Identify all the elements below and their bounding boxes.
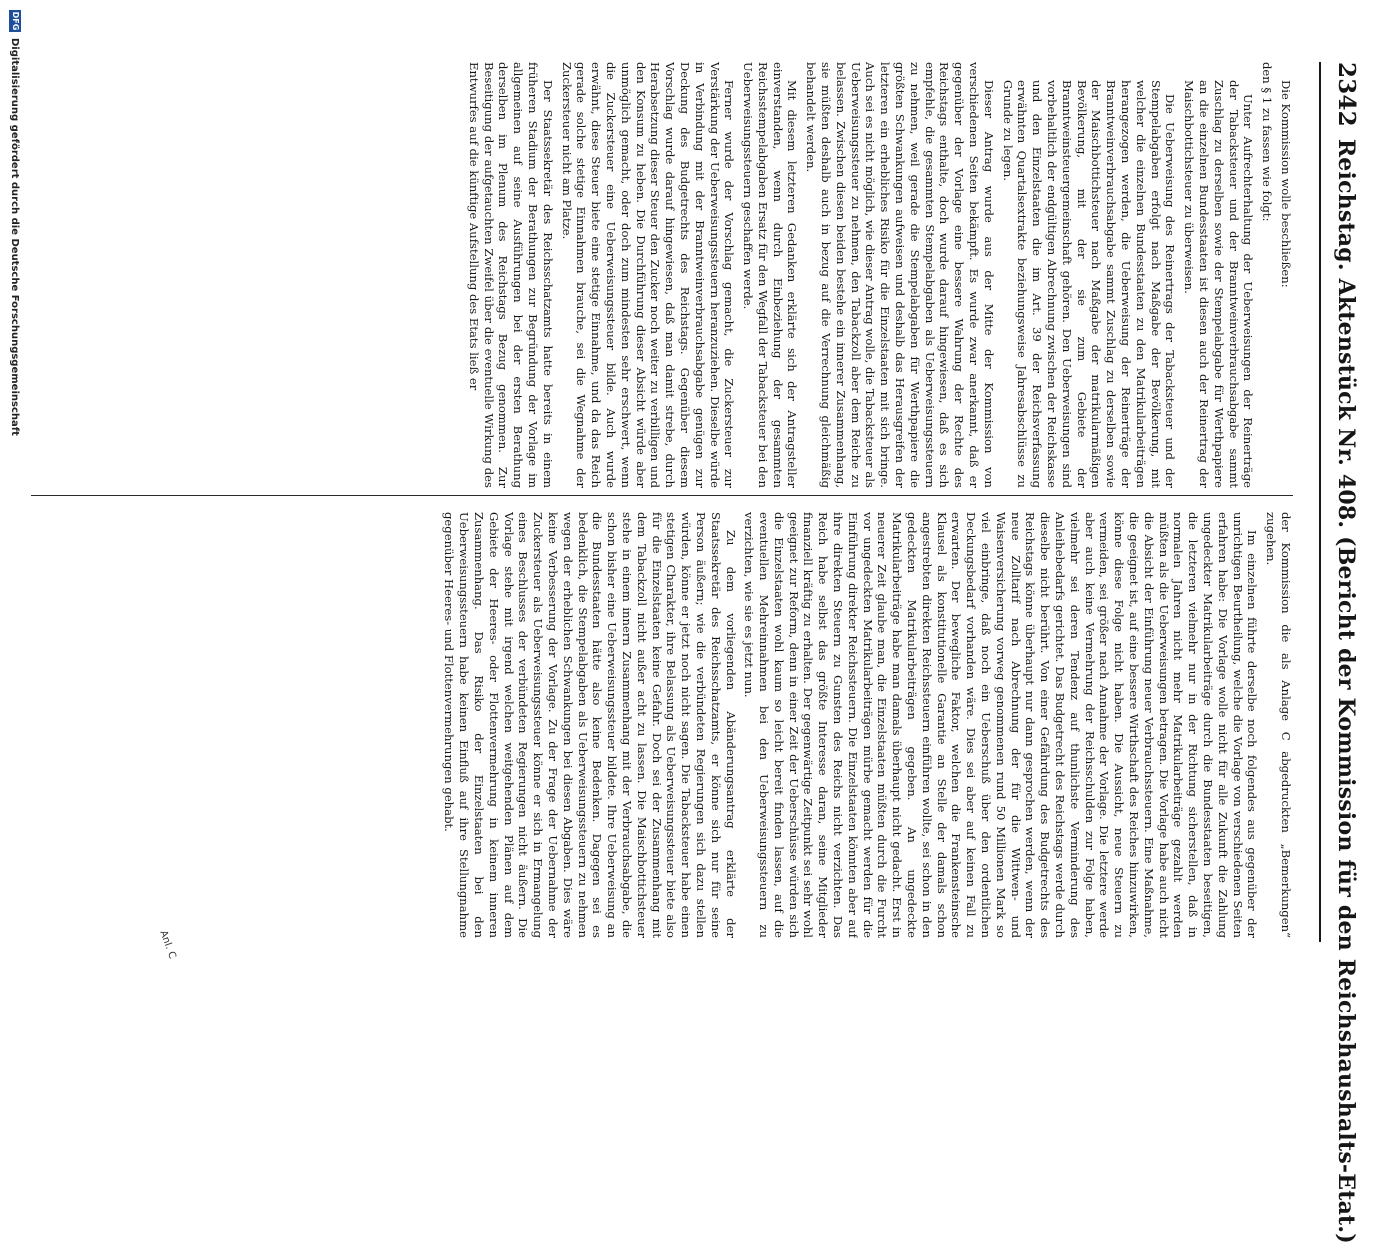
- column-divider: [31, 495, 1293, 496]
- paragraph: Unter Aufrechterhaltung der Ueberweisungen der Reinerträge der Tabacksteuer und der Branntweinverbrauchsabgabe sammt Zuschlag zu derselben sowie der Stempelabgabe für Werthpapiere an die einzelnen Bundesstaaten ist diesen auch der Reinertrag der Maischbottichsteuer zu überweisen.: [1182, 80, 1256, 488]
- dfg-logo-icon: DFG: [11, 11, 20, 31]
- page-number: 2342: [1333, 62, 1360, 127]
- text-column-left: [31, 62, 1293, 488]
- paragraph: der Kommission die als Anlage C abgedruckten „Bemerkungen“ zugehen.: [1264, 512, 1293, 938]
- paragraph: den § 1 zu fassen wie folgt:: [1260, 62, 1275, 222]
- paragraph: Zu dem vorliegenden Abänderungsantrag erklärte der Staatssekretär des Reichsschatzamts, er könne sich nur für seine Person äußern; wie die verbündeten Regierungen sich dazu stellen würden, könne er jetzt noch nicht sagen. Die Tabacksteuer habe einen stetigen Charakter, ihre Belassung als Ueberweisungssteuer biete also für die Einzelstaaten keine Gefahr. Doch sei der Zusammenhang mit dem Tabackzoll nicht außer acht zu lassen. Die Maischbottichsteuer stehe in einem innern Zusammenhang mit der Verbrauchsabgabe, die schon bisher eine Ueberweisungssteuer bildete. Ihre Ueberweisung an die Bundesstaaten hätte also keine Bedenken. Dagegen sei es bedenklich, die Stempelabgaben als Ueberweisungssteuern zu nehmen wegen der erheblichen Schwankungen bei diesen Abgaben. Dies wäre keine Verbesserung der Vorlage. Zu der Frage der Uebernahme der Zuckersteuer als Ueberweisungssteuer könne er sich in Ermangelung eines Beschlusses der verbündeten Regierungen nicht äußern. Die Vorlage stehe mit irgend welchen weitgehenden Plänen auf dem Gebiete der Heeres- oder Flottenvermehrung in keinem inneren Zusammenhang. Das Risiko der Einzelstaaten bei den Ueberweisungssteuern habe keinen Einfluß auf ihre Stellungnahme gegenüber Heeres- und Flottenvermehrungen gehabt.: [442, 512, 738, 938]
- paragraph: Mit diesem letzteren Gedanken erklärte sich der Antragsteller einverstanden, wenn durch Einbeziehung der gesammten Reichsstempelabgaben Ersatz für den Wegfall der Tabacksteuer bei den Ueberweisungssteuern geschaffen werde.: [741, 62, 800, 488]
- page-header: [1329, 62, 1363, 1244]
- text-column-right: [31, 512, 1293, 938]
- paragraph: Dieser Antrag wurde aus der Mitte der Kommission von verschiedenen Seiten bekämpft. Es wurde zwar anerkannt, daß er gegenüber der Vorlage eine bessere Wahrung der Rechte des Reichstags enthalte, doch wurde darauf hingewiesen, daß es sich empfehle, die gesammten Stempelabgaben als Ueberweisungssteuern zu nehmen, weil gerade die Stempelabgaben für Werthpapiere die größten Schwankungen aufweisen und deshalb das Herausgreifen der letzteren ein erhebliches Risiko für die Einzelstaaten mit sich bringe. Auch sei es nicht möglich, wie dieser Antrag wolle, die Tabacksteuer als Ueberweisungssteuer zu nehmen, den Tabackzoll aber dem Reiche zu belassen. Zwischen diesen beiden bestehe ein innerer Zusammenhang, sie müßten deshalb auch in bezug auf die Verrechnung gleichmäßig behandelt werden.: [804, 62, 996, 488]
- margin-note: Anl. C: [157, 929, 178, 961]
- paragraph: Der Staatssekretär des Reichsschatzamts hatte bereits in einem früheren Stadium der Berathungen zur Begründung der Vorlage im allgemeinen auf seine Ausführungen bei der ersten Berathung derselben im Plenum des Reichstags Bezug genommen. Zur Beseitigung der aufgetauchten Zweifel über die eventuelle Wirkung des Entwurfes auf die künftige Aufstellung des Etats ließ er: [466, 62, 555, 488]
- page-title: Reichstag. Aktenstück Nr. 408. (Bericht der Kommission für den Reichshaushalts-Etat.): [1333, 138, 1359, 1244]
- paragraph: Die Ueberweisung des Reinertrags der Tabacksteuer und der Stempelabgaben erfolgt nach Maßgabe der Bevölkerung, mit welcher die einzelnen Bundesstaaten zu den Matrikularbeiträgen herangezogen werden, die Ueberweisung der Reinerträge der Branntweinverbrauchsabgabe sammt Zuschlag zu derselben sowie der Maischbottichsteuer nach Maßgabe der matrikularmäßigen Bevölkerung, mit der sie zum Gebiete der Branntweinsteuergemeinschaft gehören. Den Ueberweisungen sind vorbehaltlich der endgültigen Abrechnung zwischen der Reichskasse und den Einzelstaaten die im Art. 39 der Reichsverfassung erwähnten Quartalsextrakte beziehungsweise Jahresabschlüsse zu Grunde zu legen.: [1000, 80, 1178, 488]
- paragraph: Im einzelnen führte derselbe noch folgendes aus gegenüber der unrichtigen Beurtheilung, welche die Vorlage von verschiedenen Seiten erfahren habe: Die Vorlage wolle nicht für alle Zukunft die Zahlung ungedeckter Matrikularbeiträge durch die Bundesstaaten beseitigen, die letzteren vielmehr nur in der Richtung sicherstellen, daß in normalen Jahren nicht mehr Matrikularbeiträge gezahlt werden müßten als die Ueberweisungen betragen. Die Vorlage habe auch nicht die Absicht der Einführung neuer Verbrauchssteuern. Eine Maßnahme, die geeignet ist, auf eine bessere Wirthschaft des Reiches hinzuwirken, könne diese Folge nicht haben. Die Aussicht, neue Steuern zu vermeiden, sei größer nach Annahme der Vorlage. Die letztere werde aber auch keine Vermehrung der Reichsschulden zur Folge haben, vielmehr sei deren Tendenz auf thunlichste Verminderung des Anleihebedarfs gerichtet. Das Budgetrecht des Reichstags werde durch dieselbe nicht berührt. Von einer Gefährdung des Budgetrechts des Reichstags könne überhaupt nur dann gesprochen werden, wenn der neue Zolltarif nach Abrechnung der für die Wittwen- und Waisenversicherung vorweg genommenen rund 50 Millionen Mark so viel einbringe, daß noch ein Ueberschuß über den ordentlichen Deckungsbedarf vorhanden wäre. Dies sei aber auf keinen Fall zu erwarten. Der bewegliche Faktor, welchen die Frankensteinsche Klausel als konstitutionelle Garantie an Stelle der damals schon angestrebten direkten Reichssteuern einführen wollte, sei schon in den gedeckten Matrikularbeiträgen gegeben. An ungedeckte Matrikularbeiträge habe man damals überhaupt nicht gedacht. Erst in neuerer Zeit glaube man, die Einzelstaaten müßten durch die Furcht vor ungedeckten Matrikularbeiträgen mürbe gemacht werden für die Einführung direkter Reichssteuern. Die Einzelstaaten könnten aber auf ihre direkten Steuern zu Gunsten des Reichs nicht verzichten. Das Reich habe selbst das größte Interesse daran, seine Mitglieder finanziell kräftig zu erhalten. Der gegenwärtige Zeitpunkt sei sehr wohl geeignet zur Reform, denn in einer Zeit der Ueberschüsse würden sich die Einzelstaaten wohl kaum so leicht bereit finden lassen, auf die eventuellen Mehreinnahmen bei den Ueberweisungssteuern zu verzichten, wie sie es jetzt nun.: [742, 512, 1260, 938]
- paragraph: Ferner wurde der Vorschlag gemacht, die Zuckersteuer zur Verstärkung der Ueberweisungssteuern heranzuziehen. Dieselbe würde in Verbindung mit der Branntweinverbrauchsabgabe genügen zur Deckung des Budgetrechts des Reichstags. Gegenüber diesem Vorschlag wurde darauf hingewiesen, daß man damit strebe, durch Herabsetzung dieser Steuer den Zucker noch weiter zu verbilligen und den Konsum zu heben. Die Durchführung dieser Absicht würde aber unmöglich gemacht, oder doch zum mindesten sehr erschwert, wenn die Zuckersteuer eine Ueberweisungssteuer bilde. Auch wurde erwähnt, diese Steuer biete eine stetige Einnahme, und da das Reich gerade solche stetige Einnahmen brauche, sei die Wegnahme der Zuckersteuer nicht am Platze.: [559, 62, 737, 488]
- footer-credit-text: Digitalisierung gefördert durch die Deutsche Forschungsgemeinschaft: [9, 38, 20, 436]
- paragraph: Die Kommission wolle beschließen:: [1279, 80, 1293, 288]
- footer-credit: [7, 10, 21, 990]
- header-rule: [1319, 62, 1321, 942]
